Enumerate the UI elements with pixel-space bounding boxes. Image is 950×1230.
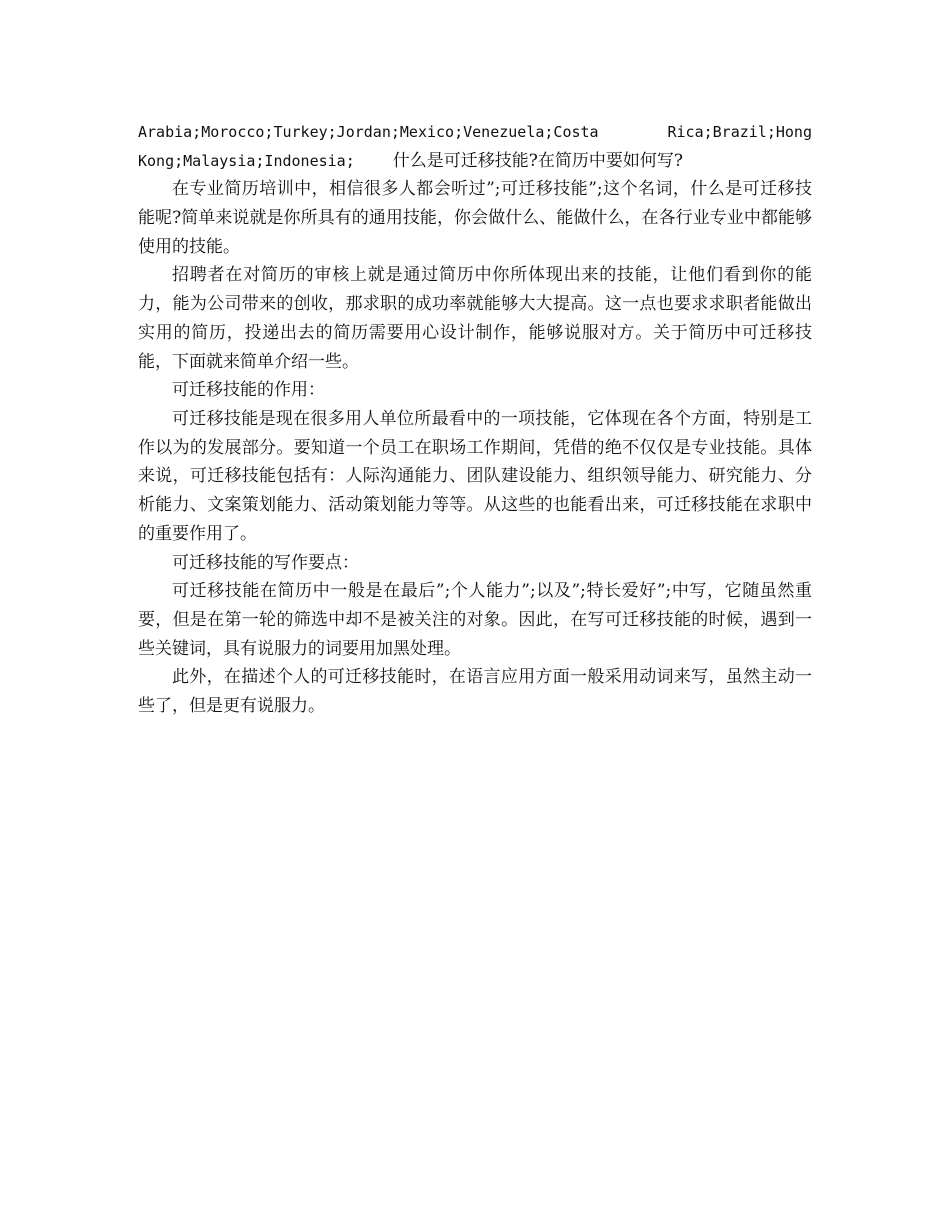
paragraph-intro: 在专业简历培训中，相信很多人都会听过”;可迁移技能”;这个名词，什么是可迁移技能呢?简单来说就是你所具有的通用技能，你会做什么、能做什么，在各行业专业中都能够使用的技能。 xyxy=(138,179,812,257)
country-list-left: Arabia;Morocco;Turkey;Jordan;Mexico;Venezuela;Costa xyxy=(138,123,599,141)
article-title: 什么是可迁移技能?在简历中要如何写? xyxy=(392,150,683,171)
paragraph-role: 可迁移技能是现在很多用人单位所最看中的一项技能，它体现在各个方面，特别是工作以为的发展部分。要知道一个员工在职场工作期间，凭借的绝不仅仅是专业技能。具体来说，可迁移技能包括有：人际沟通能力、团队建设能力、组织领导能力、研究能力、分析能力、文案策划能力、活动策划能力等等。从这些的也能看出来，可迁移技能在求职中的重要作用了。 xyxy=(138,409,812,544)
document-body xyxy=(138,118,812,721)
section-heading-role: 可迁移技能的作用： xyxy=(172,380,325,401)
country-list-line-2 xyxy=(138,147,812,176)
paragraph-writing: 可迁移技能在简历中一般是在最后”;个人能力”;以及”;特长爱好”;中写，它随虽然重要，但是在第一轮的筛选中却不是被关注的对象。因此，在写可迁移技能的时候，遇到一些关键词，具有说服力的词要用加黑处理。 xyxy=(138,581,812,659)
paragraph-verbs: 此外，在描述个人的可迁移技能时，在语言应用方面一般采用动词来写，虽然主动一些了，但是更有说服力。 xyxy=(138,667,812,717)
country-list-end: Kong;Malaysia;Indonesia; xyxy=(138,151,355,170)
section-heading-writing: 可迁移技能的写作要点： xyxy=(172,552,359,573)
country-list-line-1 xyxy=(138,118,812,147)
country-list-right: Rica;Brazil;Hong xyxy=(667,123,812,141)
paragraph-recruiter: 招聘者在对简历的审核上就是通过简历中你所体现出来的技能，让他们看到你的能力，能为公司带来的创收，那求职的成功率就能够大大提高。这一点也要求求职者能做出实用的简历，投递出去的简历需要用心设计制作，能够说服对方。关于简历中可迁移技能，下面就来简单介绍一些。 xyxy=(138,265,812,372)
